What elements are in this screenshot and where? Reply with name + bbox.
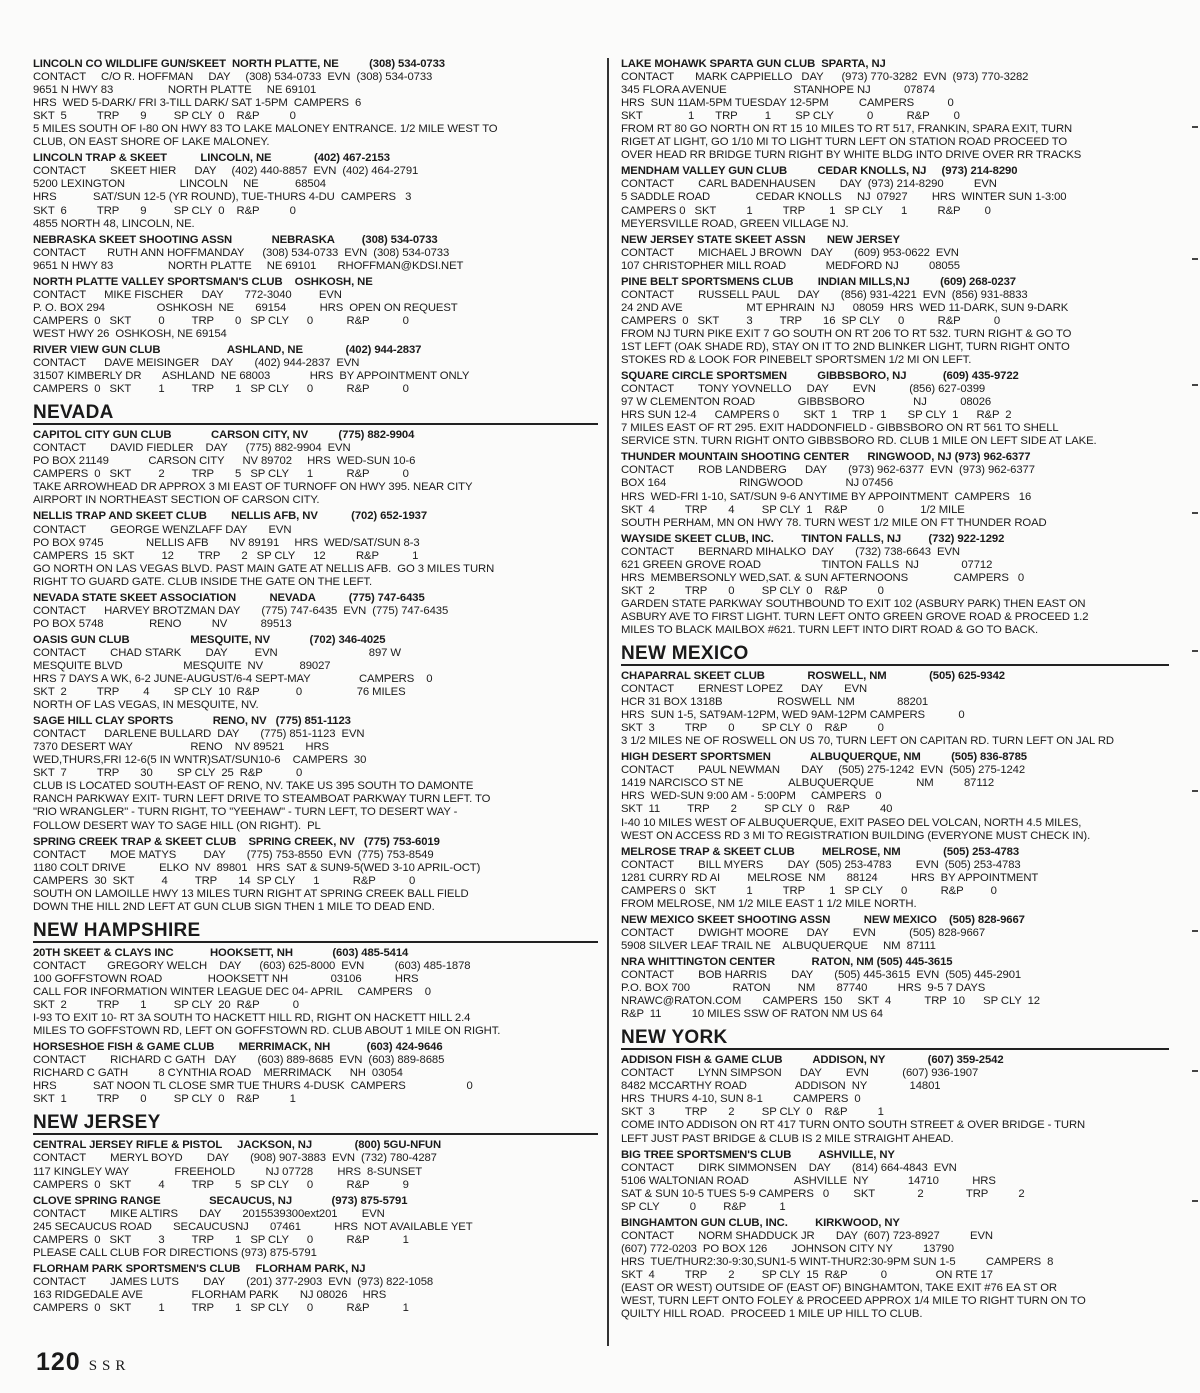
club-detail-line: 1ST LEFT (OAK SHADE RD), STAY ON IT TO 2ND BLINKER LIGHT, TURN RIGHT ONTO [621, 340, 1070, 353]
club-detail-line: SKT 2 TRP 4 SP CLY 10 R&P 0 76 MILES [33, 686, 406, 699]
club-name-line: WAYSIDE SKEET CLUB, INC. TINTON FALLS, NJ (732) 922-1292 [621, 532, 1005, 545]
club-name-line: THUNDER MOUNTAIN SHOOTING CENTER RINGWOOD, NJ (973) 962-6377 [621, 451, 1031, 464]
club-detail-line: 4855 NORTH 48, LINCOLN, NE. [33, 217, 195, 230]
club-detail-line: SKT 1 TRP 1 SP CLY 0 R&P 0 [621, 110, 960, 123]
page-number: 120 [36, 1348, 81, 1376]
club-listing [33, 429, 598, 507]
club-detail-line: SKT 11 TRP 2 SP CLY 0 R&P 40 [621, 803, 893, 816]
column-divider [607, 58, 609, 1346]
club-detail-line: CONTACT TONY YOVNELLO DAY EVN (856) 627-0399 [621, 383, 986, 396]
club-listing [621, 956, 1169, 1021]
club-detail-line: CONTACT SKEET HIER DAY (402) 440-8857 EVN (402) 464-2791 [33, 165, 419, 178]
club-name-line: FLORHAM PARK SPORTSMEN'S CLUB FLORHAM PARK, NJ [33, 1262, 366, 1275]
club-detail-line: TAKE ARROWHEAD DR APPROX 3 MI EAST OF TURNOFF ON HWY 395. NEAR CITY [33, 481, 473, 494]
club-detail-line: CAMPERS 0 SKT 3 TRP 1 SP CLY 0 R&P 1 [33, 1233, 409, 1246]
club-name-line: NEW MEXICO SKEET SHOOTING ASSN NEW MEXICO (505) 828-9667 [621, 913, 1025, 926]
club-detail-line: 345 FLORA AVENUE STANHOPE NJ 07874 [621, 84, 935, 97]
club-name-line: BINGHAMTON GUN CLUB, INC. KIRKWOOD, NY [621, 1216, 900, 1229]
club-detail-line: MILES TO BLACK MAILBOX #621. TURN LEFT INTO DIRT ROAD & GO TO BACK. [621, 623, 1039, 636]
club-name-line: LINCOLN CO WILDLIFE GUN/SKEET NORTH PLATTE, NE (308) 534-0733 [33, 58, 445, 70]
club-detail-line: CONTACT RICHARD C GATH DAY (603) 889-8685 EVN (603) 889-8685 [33, 1054, 445, 1067]
club-listing [33, 1139, 598, 1191]
club-detail-line: 107 CHRISTOPHER MILL ROAD MEDFORD NJ 08055 [621, 259, 960, 272]
club-detail-line: CALL FOR INFORMATION WINTER LEAGUE DEC 04- APRIL CAMPERS 0 [33, 986, 431, 998]
club-detail-line: P.O. BOX 700 RATON NM 87740 HRS 9-5 7 DAYS [621, 982, 986, 995]
club-detail-line: OVER HEAD RR BRIDGE TURN RIGHT BY WHITE BLDG INTO DRIVE OVER RR TRACKS [621, 149, 1082, 162]
edge-mark [1192, 930, 1198, 932]
club-detail-line: HRS WED-FRI 1-10, SAT/SUN 9-6 ANYTIME BY APPOINTMENT CAMPERS 16 [621, 490, 1032, 503]
club-detail-line: R&P 11 10 MILES SSW OF RATON NM US 64 [621, 1008, 883, 1021]
club-detail-line: 5 MILES SOUTH OF I-80 ON HWY 83 TO LAKE MALONEY ENTRANCE. 1/2 MILE WEST TO [33, 123, 498, 136]
club-listing [33, 592, 598, 631]
club-listing [621, 1054, 1169, 1145]
club-detail-line: 245 SECAUCUS ROAD SECAUCUSNJ 07461 HRS NOT AVAILABLE YET [33, 1220, 473, 1233]
club-detail-line: CONTACT BOB HARRIS DAY (505) 445-3615 EVN (505) 445-2901 [621, 969, 1022, 982]
club-detail-line: HRS SAT/SUN 12-5 (YR ROUND), TUE-THURS 4-DU CAMPERS 3 [33, 191, 412, 204]
club-detail-line: 5 SADDLE ROAD CEDAR KNOLLS NJ 07927 HRS WINTER SUN 1-3:00 [621, 191, 1067, 204]
club-detail-line: CAMPERS 0 SKT 3 TRP 16 SP CLY 0 R&P 0 [621, 314, 1000, 327]
club-detail-line: SKT 6 TRP 9 SP CLY 0 R&P 0 [33, 204, 296, 217]
club-detail-line: (EAST OR WEST) OUTSIDE OF (EAST OF) BINGHAMTON, TAKE EXIT #76 EA ST OR [621, 1282, 1057, 1295]
club-detail-line: SP CLY 0 R&P 1 [621, 1200, 786, 1213]
edge-mark [1192, 512, 1198, 514]
club-listing [33, 344, 598, 396]
club-name-line: RIVER VIEW GUN CLUB ASHLAND, NE (402) 944-2837 [33, 343, 422, 356]
club-detail-line: HRS THURS 4-10, SUN 8-1 CAMPERS 0 [621, 1093, 861, 1106]
club-detail-line: CAMPERS 15 SKT 12 TRP 2 SP CLY 12 R&P 1 [33, 549, 419, 562]
club-detail-line: ASBURY AVE TO FIRST LIGHT. TURN LEFT ONTO GREEN GROVE ROAD & PROCEED 1.2 [621, 610, 1089, 623]
club-detail-line: CONTACT LYNN SIMPSON DAY EVN (607) 936-1907 [621, 1067, 979, 1080]
club-listing [621, 670, 1169, 748]
club-detail-line: FROM RT 80 GO NORTH ON RT 15 10 MILES TO RT 517, FRANKIN, SPARA EXIT, TURN [621, 123, 1073, 136]
club-name-line: NEW JERSEY STATE SKEET ASSN NEW JERSEY [621, 233, 900, 246]
club-name-line: MELROSE TRAP & SKEET CLUB MELROSE, NM (505) 253-4783 [621, 845, 1020, 858]
club-detail-line: GARDEN STATE PARKWAY SOUTHBOUND TO EXIT 102 (ASBURY PARK) THEN EAST ON [621, 597, 1086, 610]
club-detail-line: LEFT JUST PAST BRIDGE & CLUB IS 2 MILE STRAIGHT AHEAD. [621, 1132, 954, 1145]
club-detail-line: RANCH PARKWAY EXIT- TURN LEFT DRIVE TO STEAMBOAT PARKWAY TURN LEFT. TO [33, 793, 491, 806]
club-detail-line: 7 MILES EAST OF RT 295. EXIT HADDONFIELD - GIBBSBORO ON RT 561 TO SHELL [621, 422, 1059, 435]
right-column [621, 58, 1169, 1324]
club-detail-line: SKT 3 TRP 2 SP CLY 0 R&P 1 [621, 1106, 884, 1119]
club-detail-line: NORTH OF LAS VEGAS, IN MESQUITE, NV. [33, 699, 259, 712]
club-name-line: NEVADA STATE SKEET ASSOCIATION NEVADA (775) 747-6435 [33, 591, 425, 604]
club-detail-line: CAMPERS 0 SKT 1 TRP 1 SP CLY 0 R&P 0 [33, 383, 409, 396]
club-detail-line: STOKES RD & LOOK FOR PINEBELT SPORTSMEN 1/2 MI ON LEFT. [621, 354, 972, 367]
club-detail-line: 31507 KIMBERLY DR ASHLAND NE 68003 HRS BY APPOINTMENT ONLY [33, 370, 470, 383]
club-listing [33, 836, 598, 914]
club-name-line: LAKE MOHAWK SPARTA GUN CLUB SPARTA, NJ [621, 58, 886, 70]
club-name-line: 20TH SKEET & CLAYS INC HOOKSETT, NH (603) 485-5414 [33, 946, 409, 959]
state-heading-new-hampshire: NEW HAMPSHIRE [33, 918, 598, 943]
club-detail-line: P. O. BOX 294 OSHKOSH NE 69154 HRS OPEN ON REQUEST [33, 301, 458, 314]
club-detail-line: I-93 TO EXIT 10- RT 3A SOUTH TO HACKETT HILL RD, RIGHT ON HACKETT HILL 2.4 [33, 1012, 471, 1025]
club-detail-line: CONTACT BILL MYERS DAY (505) 253-4783 EVN (505) 253-4783 [621, 858, 1021, 871]
club-name-line: SPRING CREEK TRAP & SKEET CLUB SPRING CREEK, NV (775) 753-6019 [33, 835, 440, 848]
club-detail-line: WEST, TURN LEFT ONTO FOLEY & PROCEED APPROX 1/4 MILE TO RIGHT TURN ON TO [621, 1295, 1086, 1308]
club-detail-line: SOUTH ON LAMOILLE HWY 13 MILES TURN RIGHT AT SPRING CREEK BALL FIELD [33, 887, 469, 900]
club-name-line: NELLIS TRAP AND SKEET CLUB NELLIS AFB, NV (702) 652-1937 [33, 510, 428, 523]
club-detail-line: SKT 3 TRP 0 SP CLY 0 R&P 0 [621, 722, 884, 735]
club-detail-line: CONTACT PAUL NEWMAN DAY (505) 275-1242 EVN (505) 275-1242 [621, 764, 1026, 777]
club-detail-line: SKT 4 TRP 2 SP CLY 15 R&P 0 ON RTE 17 [621, 1268, 993, 1281]
club-detail-line: CONTACT CHAD STARK DAY EVN 897 W [33, 646, 401, 659]
club-listing [621, 914, 1169, 953]
club-detail-line: FROM MELROSE, NM 1/2 MILE EAST 1 1/2 MILE NORTH. [621, 897, 917, 910]
club-detail-line: SKT 5 TRP 9 SP CLY 0 R&P 0 [33, 110, 296, 123]
club-detail-line: SKT 7 TRP 30 SP CLY 25 R&P 0 [33, 767, 303, 780]
club-listing [33, 276, 598, 341]
club-detail-line: SKT 1 TRP 0 SP CLY 0 R&P 1 [33, 1093, 296, 1106]
club-detail-line: HRS WED 5-DARK/ FRI 3-TILL DARK/ SAT 1-5PM CAMPERS 6 [33, 97, 362, 110]
club-detail-line: CONTACT MOE MATYS DAY (775) 753-8550 EVN (775) 753-8549 [33, 848, 434, 861]
club-listing [33, 1195, 598, 1260]
club-name-line: OASIS GUN CLUB MESQUITE, NV (702) 346-4025 [33, 633, 386, 646]
club-detail-line: CONTACT BERNARD MIHALKO DAY (732) 738-6643 EVN [621, 545, 960, 558]
club-name-line: NEBRASKA SKEET SHOOTING ASSN NEBRASKA (308) 534-0733 [33, 233, 438, 246]
club-detail-line: CONTACT DWIGHT MOORE DAY EVN (505) 828-9667 [621, 926, 986, 939]
left-column [33, 58, 598, 1318]
club-detail-line: CONTACT MARK CAPPIELLO DAY (973) 770-3282 EVN (973) 770-3282 [621, 71, 1029, 84]
club-detail-line: WED,THURS,FRI 12-6(5 IN WNTR)SAT/SUN10-6 CAMPERS 30 [33, 754, 367, 767]
club-detail-line: FOLLOW DESERT WAY TO SAGE HILL (ON RIGHT). PL [33, 819, 321, 832]
club-detail-line: 1419 NARCISCO ST NE ALBUQUERQUE NM 87112 [621, 777, 995, 790]
club-detail-line: 9651 N HWY 83 NORTH PLATTE NE 69101 [33, 84, 317, 97]
club-name-line: MENDHAM VALLEY GUN CLUB CEDAR KNOLLS, NJ (973) 214-8290 [621, 165, 1018, 178]
club-name-line: LINCOLN TRAP & SKEET LINCOLN, NE (402) 467-2153 [33, 152, 390, 165]
club-detail-line: PLEASE CALL CLUB FOR DIRECTIONS (973) 875-5791 [33, 1246, 317, 1259]
club-detail-line: CONTACT DAVE MEISINGER DAY (402) 944-2837 EVN [33, 357, 360, 370]
club-detail-line: CONTACT DAVID FIEDLER DAY (775) 882-9904 EVN [33, 442, 351, 455]
club-detail-line: SKT 4 TRP 4 SP CLY 1 R&P 0 1/2 MILE [621, 503, 965, 516]
club-name-line: ADDISON FISH & GAME CLUB ADDISON, NY (607) 359-2542 [621, 1054, 1004, 1067]
page-footer [36, 1348, 130, 1377]
club-detail-line: 8482 MCCARTHY ROAD ADDISON NY 14801 [621, 1080, 941, 1093]
club-listing [33, 947, 598, 1038]
club-detail-line: 5106 WALTONIAN ROAD ASHVILLE NY 14710 HRS [621, 1174, 996, 1187]
state-heading-nevada: NEVADA [33, 400, 598, 425]
club-detail-line: 1180 COLT DRIVE ELKO NV 89801 HRS SAT & SUN9-5(WED 3-10 APRIL-OCT) [33, 861, 481, 874]
club-listing [621, 533, 1169, 637]
club-detail-line: AIRPORT IN NORTHEAST SECTION OF CARSON CITY. [33, 494, 320, 507]
club-listing [33, 234, 598, 273]
club-detail-line: 621 GREEN GROVE ROAD TINTON FALLS NJ 07712 [621, 558, 993, 571]
club-name-line: NRA WHITTINGTON CENTER RATON, NM (505) 445-3615 [621, 956, 953, 968]
club-detail-line: BOX 164 RINGWOOD NJ 07456 [621, 477, 894, 490]
club-listing [621, 276, 1169, 367]
club-listing [33, 715, 598, 832]
club-name-line: HORSESHOE FISH & GAME CLUB MERRIMACK, NH (603) 424-9646 [33, 1041, 443, 1054]
club-detail-line: CAMPERS 0 SKT 0 TRP 0 SP CLY 0 R&P 0 [33, 314, 409, 327]
club-listing [33, 58, 598, 149]
edge-mark [1192, 258, 1198, 260]
club-detail-line: CONTACT CARL BADENHAUSEN DAY (973) 214-8290 EVN [621, 178, 997, 191]
club-detail-line: CONTACT MICHAEL J BROWN DAY (609) 953-0622 EVN [621, 246, 959, 259]
edge-mark [1192, 790, 1198, 792]
club-name-line: BIG TREE SPORTSMEN'S CLUB ASHVILLE, NY [621, 1148, 895, 1161]
club-detail-line: 7370 DESERT WAY RENO NV 89521 HRS [33, 741, 329, 754]
edge-mark [1192, 650, 1198, 652]
club-detail-line: RICHARD C GATH 8 CYNTHIA ROAD MERRIMACK NH 03054 [33, 1067, 403, 1080]
club-name-line: HIGH DESERT SPORTSMEN ALBUQUERQUE, NM (505) 836-8785 [621, 751, 1027, 764]
club-name-line: NORTH PLATTE VALLEY SPORTSMAN'S CLUB OSHKOSH, NE [33, 275, 373, 288]
club-detail-line: CONTACT RUSSELL PAUL DAY (856) 931-4221 EVN (856) 931-8833 [621, 288, 1028, 301]
club-detail-line: SOUTH PERHAM, MN ON HWY 78. TURN WEST 1/2 MILE ON FT THUNDER ROAD [621, 516, 1047, 529]
club-detail-line: 3 1/2 MILES NE OF ROSWELL ON US 70, TURN LEFT ON CAPITAN RD. TURN LEFT ON JAL RD [621, 735, 1114, 748]
club-listing [33, 1263, 598, 1315]
club-detail-line: DOWN THE HILL 2ND LEFT AT GUN CLUB SIGN THEN 1 MILE TO DEAD END. [33, 900, 435, 913]
club-detail-line: CAMPERS 0 SKT 2 TRP 5 SP CLY 1 R&P 0 [33, 468, 409, 481]
club-detail-line: 5908 SILVER LEAF TRAIL NE ALBUQUERQUE NM 87111 [621, 939, 936, 952]
club-listing [33, 1041, 598, 1106]
club-detail-line: HCR 31 BOX 1318B ROSWELL NM 88201 [621, 696, 929, 709]
club-detail-line: CLUB, ON EAST SHORE OF LAKE MALONEY. [33, 136, 270, 149]
club-detail-line: WEST ON ACCESS RD 3 MI TO REGISTRATION BUILDING (EVERYONE MUST CHECK IN). [621, 829, 1091, 842]
club-detail-line: CONTACT C/O R. HOFFMAN DAY (308) 534-0733 EVN (308) 534-0733 [33, 71, 433, 84]
state-heading-new-mexico: NEW MEXICO [621, 641, 1169, 666]
club-name-line: PINE BELT SPORTSMENS CLUB INDIAN MILLS,NJ (609) 268-0237 [621, 275, 1016, 288]
club-detail-line: CAMPERS 30 SKT 4 TRP 14 SP CLY 1 R&P 0 [33, 874, 416, 887]
club-detail-line: COME INTO ADDISON ON RT 417 TURN ONTO SOUTH STREET & OVER BRIDGE - TURN [621, 1119, 1086, 1132]
club-detail-line: RIGET AT LIGHT, GO 1/10 MI TO LIGHT TURN LEFT ON STATION ROAD PROCEED TO [621, 136, 1068, 149]
club-detail-line: QUILTY HILL ROAD. PROCEED 1 MILE UP HILL TO CLUB. [621, 1308, 923, 1321]
club-detail-line: CAMPERS 0 SKT 4 TRP 5 SP CLY 0 R&P 9 [33, 1178, 409, 1191]
club-detail-line: 5200 LEXINGTON LINCOLN NE 68504 [33, 178, 326, 191]
club-detail-line: CONTACT RUTH ANN HOFFMANDAY (308) 534-0733 EVN (308) 534-0733 [33, 246, 450, 259]
edge-mark [1192, 1070, 1198, 1072]
club-detail-line: PO BOX 5748 RENO NV 89513 [33, 617, 292, 630]
club-detail-line: 97 W CLEMENTON ROAD GIBBSBORO NJ 08026 [621, 396, 992, 409]
edge-mark [1192, 384, 1198, 386]
club-detail-line: HRS WED-SUN 9:00 AM - 5:00PM CAMPERS 0 [621, 790, 882, 803]
club-detail-line: HRS TUE/THUR2:30-9:30,SUN1-5 WINT-THUR2:30-9PM SUN 1-5 CAMPERS 8 [621, 1255, 1054, 1268]
club-detail-line: 100 GOFFSTOWN ROAD HOOKSETT NH 03106 HRS [33, 972, 419, 985]
club-name-line: CHAPARRAL SKEET CLUB ROSWELL, NM (505) 625-9342 [621, 670, 1005, 683]
club-detail-line: CONTACT MERYL BOYD DAY (908) 907-3883 EVN (732) 780-4287 [33, 1152, 437, 1165]
club-detail-line: CONTACT MIKE ALTIRS DAY 2015539300ext201 EVN [33, 1207, 385, 1220]
club-detail-line: SAT & SUN 10-5 TUES 5-9 CAMPERS 0 SKT 2 TRP 2 [621, 1187, 1025, 1200]
club-detail-line: CONTACT DARLENE BULLARD DAY (775) 851-1123 EVN [33, 728, 365, 741]
club-listing [621, 846, 1169, 911]
club-detail-line: CAMPERS 0 SKT 1 TRP 1 SP CLY 0 R&P 1 [33, 1301, 409, 1314]
club-detail-line: 24 2ND AVE MT EPHRAIN NJ 08059 HRS WED 11-DARK, SUN 9-DARK [621, 301, 1069, 314]
club-detail-line: CAMPERS 0 SKT 1 TRP 1 SP CLY 0 R&P 0 [621, 884, 997, 897]
club-detail-line: MILES TO GOFFSTOWN RD, LEFT ON GOFFSTOWN RD. CLUB ABOUT 1 MILE ON RIGHT. [33, 1025, 501, 1038]
club-detail-line: (607) 772-0203 PO BOX 126 JOHNSON CITY NY 13790 [621, 1242, 954, 1255]
club-detail-line: CONTACT HARVEY BROTZMAN DAY (775) 747-6435 EVN (775) 747-6435 [33, 604, 449, 617]
club-listing [33, 634, 598, 712]
club-detail-line: CAMPERS 0 SKT 1 TRP 1 SP CLY 1 R&P 0 [621, 204, 991, 217]
club-detail-line: MEYERSVILLE ROAD, GREEN VILLAGE NJ. [621, 217, 849, 230]
club-detail-line: CONTACT JAMES LUTS DAY (201) 377-2903 EVN (973) 822-1058 [33, 1275, 434, 1288]
club-detail-line: FROM NJ TURN PIKE EXIT 7 GO SOUTH ON RT 206 TO RT 532. TURN RIGHT & GO TO [621, 327, 1072, 340]
club-detail-line: HRS 7 DAYS A WK, 6-2 JUNE-AUGUST/6-4 SEPT-MAY CAMPERS 0 [33, 673, 433, 686]
club-detail-line: I-40 10 MILES WEST OF ALBUQUERQUE, EXIT PASEO DEL VOLCAN, NORTH 4.5 MILES, [621, 816, 1082, 829]
club-detail-line: HRS SUN 12-4 CAMPERS 0 SKT 1 TRP 1 SP CLY 1 R&P 2 [621, 409, 1012, 422]
club-listing [621, 370, 1169, 448]
club-detail-line: WEST HWY 26 OSHKOSH, NE 69154 [33, 327, 227, 340]
club-listing [621, 1149, 1169, 1214]
club-detail-line: CONTACT GREGORY WELCH DAY (603) 625-8000 EVN (603) 485-1878 [33, 959, 471, 972]
club-detail-line: CONTACT ROB LANDBERG DAY (973) 962-6377 EVN (973) 962-6377 [621, 464, 1035, 477]
club-detail-line: PO BOX 21149 CARSON CITY NV 89702 HRS WED-SUN 10-6 [33, 455, 416, 468]
club-listing [621, 165, 1169, 230]
club-detail-line: SKT 2 TRP 0 SP CLY 0 R&P 0 [621, 584, 884, 597]
edge-mark [1192, 126, 1198, 128]
club-detail-line: CONTACT DIRK SIMMONSEN DAY (814) 664-4843 EVN [621, 1161, 957, 1174]
club-listing [621, 451, 1169, 529]
club-detail-line: "RIO WRANGLER" - TURN RIGHT, TO "YEEHAW" - TURN LEFT, TO DESERT WAY - [33, 806, 458, 819]
club-detail-line: CLUB IS LOCATED SOUTH-EAST OF RENO, NV. TAKE US 395 SOUTH TO DAMONTE [33, 780, 474, 793]
club-detail-line: CONTACT NORM SHADDUCK JR DAY (607) 723-8927 EVN [621, 1229, 993, 1242]
club-detail-line: 1281 CURRY RD AI MELROSE NM 88124 HRS BY APPOINTMENT [621, 871, 1039, 884]
club-detail-line: CONTACT MIKE FISCHER DAY 772-3040 EVN [33, 288, 342, 301]
club-detail-line: RIGHT TO GUARD GATE. CLUB INSIDE THE GATE ON THE LEFT. [33, 575, 373, 588]
club-listing [33, 152, 598, 230]
club-detail-line: SKT 2 TRP 1 SP CLY 20 R&P 0 [33, 999, 299, 1012]
club-detail-line: CONTACT GEORGE WENZLAFF DAY EVN [33, 523, 292, 536]
state-heading-new-jersey: NEW JERSEY [33, 1110, 598, 1135]
edge-mark [1192, 1200, 1198, 1202]
club-detail-line: HRS MEMBERSONLY WED,SAT. & SUN AFTERNOONS CAMPERS 0 [621, 571, 1025, 584]
club-detail-line: 163 RIDGEDALE AVE FLORHAM PARK NJ 08026 HRS [33, 1288, 387, 1301]
club-detail-line: 117 KINGLEY WAY FREEHOLD NJ 07728 HRS 8-SUNSET [33, 1165, 423, 1178]
club-detail-line: 9651 N HWY 83 NORTH PLATTE NE 69101 RHOFFMAN@KDSI.NET [33, 259, 464, 272]
club-detail-line: CONTACT ERNEST LOPEZ DAY EVN [621, 683, 868, 696]
publication-name: SSR [88, 1358, 131, 1374]
club-listing [621, 751, 1169, 842]
club-listing [621, 58, 1169, 162]
club-detail-line: MESQUITE BLVD MESQUITE NV 89027 [33, 659, 331, 672]
club-listing [621, 234, 1169, 273]
club-detail-line: PO BOX 9745 NELLIS AFB NV 89191 HRS WED/SAT/SUN 8-3 [33, 536, 420, 549]
club-name-line: CENTRAL JERSEY RIFLE & PISTOL JACKSON, NJ (800) 5GU-NFUN [33, 1139, 442, 1152]
club-detail-line: NRAWC@RATON.COM CAMPERS 150 SKT 4 TRP 10 SP CLY 12 [621, 995, 1040, 1008]
club-detail-line: GO NORTH ON LAS VEGAS BLVD. PAST MAIN GATE AT NELLIS AFB. GO 3 MILES TURN [33, 562, 495, 575]
state-heading-new-york: NEW YORK [621, 1025, 1169, 1050]
club-detail-line: SERVICE STN. TURN RIGHT ONTO GIBBSBORO RD. CLUB 1 MILE ON LEFT SIDE AT LAKE. [621, 435, 1097, 448]
club-detail-line: HRS SAT NOON TL CLOSE SMR TUE THURS 4-DUSK CAMPERS 0 [33, 1080, 473, 1093]
club-name-line: SAGE HILL CLAY SPORTS RENO, NV (775) 851-1123 [33, 715, 351, 728]
club-listing [621, 1217, 1169, 1321]
club-name-line: CLOVE SPRING RANGE SECAUCUS, NJ (973) 875-5791 [33, 1194, 408, 1207]
club-detail-line: HRS SUN 1-5, SAT9AM-12PM, WED 9AM-12PM CAMPERS 0 [621, 709, 965, 722]
club-detail-line: HRS SUN 11AM-5PM TUESDAY 12-5PM CAMPERS 0 [621, 97, 954, 110]
club-name-line: CAPITOL CITY GUN CLUB CARSON CITY, NV (775) 882-9904 [33, 429, 415, 442]
club-name-line: SQUARE CIRCLE SPORTSMEN GIBBSBORO, NJ (609) 435-9722 [621, 370, 1019, 383]
club-listing [33, 510, 598, 588]
